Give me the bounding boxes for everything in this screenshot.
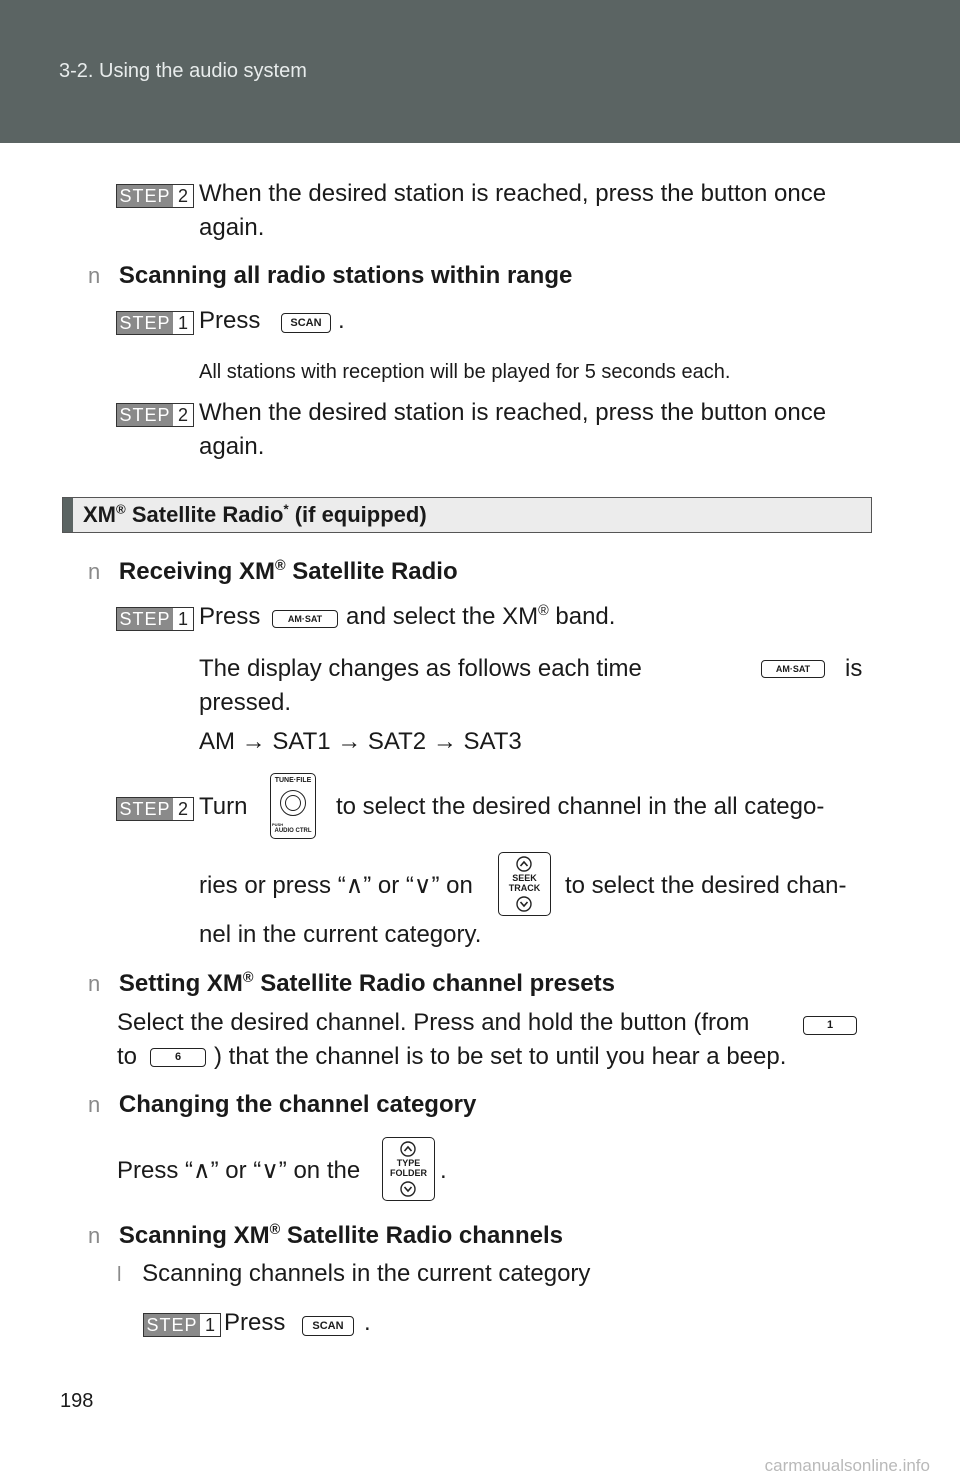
bullet-marker: n: [88, 971, 101, 996]
button-label: FOLDER: [390, 1168, 427, 1178]
instruction-text: Press: [199, 603, 261, 630]
am-sat-button: AM·SAT: [272, 610, 338, 628]
instruction-text: to select the desired channel in the all catego-: [336, 793, 825, 820]
subsection-heading: n Changing the channel category: [88, 1091, 477, 1118]
instruction-text: Press: [224, 1309, 286, 1336]
punctuation: .: [440, 1157, 447, 1184]
instruction-text: When the desired station is reached, press the button once: [199, 399, 827, 426]
scan-button: SCAN: [302, 1316, 354, 1336]
section-accent: [63, 498, 73, 532]
subsection-heading: n Scanning XM® Satellite Radio channels: [88, 1222, 563, 1249]
instruction-text: ries or press “∧” or “∨” on: [199, 872, 473, 899]
band-sequence: AM → SAT1 → SAT2 → SAT3: [199, 728, 522, 755]
button-label: SEEK: [512, 873, 537, 883]
punctuation: .: [364, 1309, 371, 1336]
knob-label: TUNE·FILE: [274, 777, 312, 784]
tune-file-knob: [270, 773, 316, 839]
watermark: carmanualsonline.info: [764, 1456, 930, 1475]
instruction-text: is: [845, 655, 863, 682]
sub-bullet-item: l Scanning channels in the current category: [117, 1260, 591, 1287]
page-header: [0, 0, 960, 143]
chevron-up-icon: [516, 856, 532, 872]
instruction-text: to: [117, 1043, 138, 1070]
instruction-text: and select the XM® band.: [346, 603, 616, 630]
subsection-heading: n Receiving XM® Satellite Radio: [88, 558, 458, 585]
instruction-text: nel in the current category.: [199, 921, 482, 948]
bullet-marker: l: [117, 1264, 122, 1286]
instruction-text: to select the desired chan-: [565, 872, 847, 899]
subsection-heading: n Setting XM® Satellite Radio channel presets: [88, 970, 615, 997]
punctuation: .: [338, 307, 345, 334]
knob-icon: [280, 790, 306, 816]
chevron-down-icon: [516, 896, 532, 912]
scan-button: SCAN: [281, 313, 331, 333]
am-sat-button: AM·SAT: [761, 660, 825, 678]
section-title-bar: [62, 497, 872, 533]
bullet-marker: n: [88, 1223, 101, 1248]
instruction-text: ) that the channel is to be set to until you hear a beep.: [214, 1043, 787, 1070]
step-badge: STEP 1: [143, 1313, 221, 1337]
chevron-down-icon: [400, 1181, 416, 1197]
preset-6-button: 6: [150, 1048, 206, 1067]
button-label: TYPE: [396, 1158, 421, 1168]
instruction-text: The display changes as follows each time: [199, 655, 642, 682]
bullet-marker: n: [88, 559, 101, 584]
step-badge: STEP 2: [116, 403, 194, 427]
instruction-text: Select the desired channel. Press and hold the button (from: [117, 1009, 750, 1036]
note-text: All stations with reception will be played for 5 seconds each.: [199, 361, 731, 383]
instruction-text: When the desired station is reached, press the button once: [199, 180, 827, 207]
step-badge: STEP 2: [116, 797, 194, 821]
instruction-text: Press “∧” or “∨” on the: [117, 1157, 361, 1184]
knob-label: PUSH: [272, 822, 284, 827]
instruction-text: Turn: [199, 793, 248, 820]
type-folder-button: [382, 1137, 435, 1201]
subsection-heading: n Scanning all radio stations within range: [88, 262, 573, 289]
step-badge: STEP 1: [116, 607, 194, 631]
section-title: XM® Satellite Radio* (if equipped): [83, 501, 427, 527]
preset-1-button: 1: [803, 1016, 857, 1035]
step-badge: STEP 1: [116, 311, 194, 335]
instruction-text: pressed.: [199, 689, 292, 716]
section-breadcrumb: 3-2. Using the audio system: [59, 60, 307, 82]
step-badge: STEP 2: [116, 184, 194, 208]
instruction-text: again.: [199, 433, 265, 460]
instruction-text: Press: [199, 307, 261, 334]
bullet-marker: n: [88, 263, 101, 288]
instruction-text: again.: [199, 214, 265, 241]
bullet-marker: n: [88, 1092, 101, 1117]
seek-track-button: [498, 852, 551, 916]
button-label: TRACK: [508, 883, 541, 893]
chevron-up-icon: [400, 1141, 416, 1157]
knob-label: AUDIO CTRL: [274, 828, 312, 834]
page-number: 198: [60, 1390, 94, 1412]
